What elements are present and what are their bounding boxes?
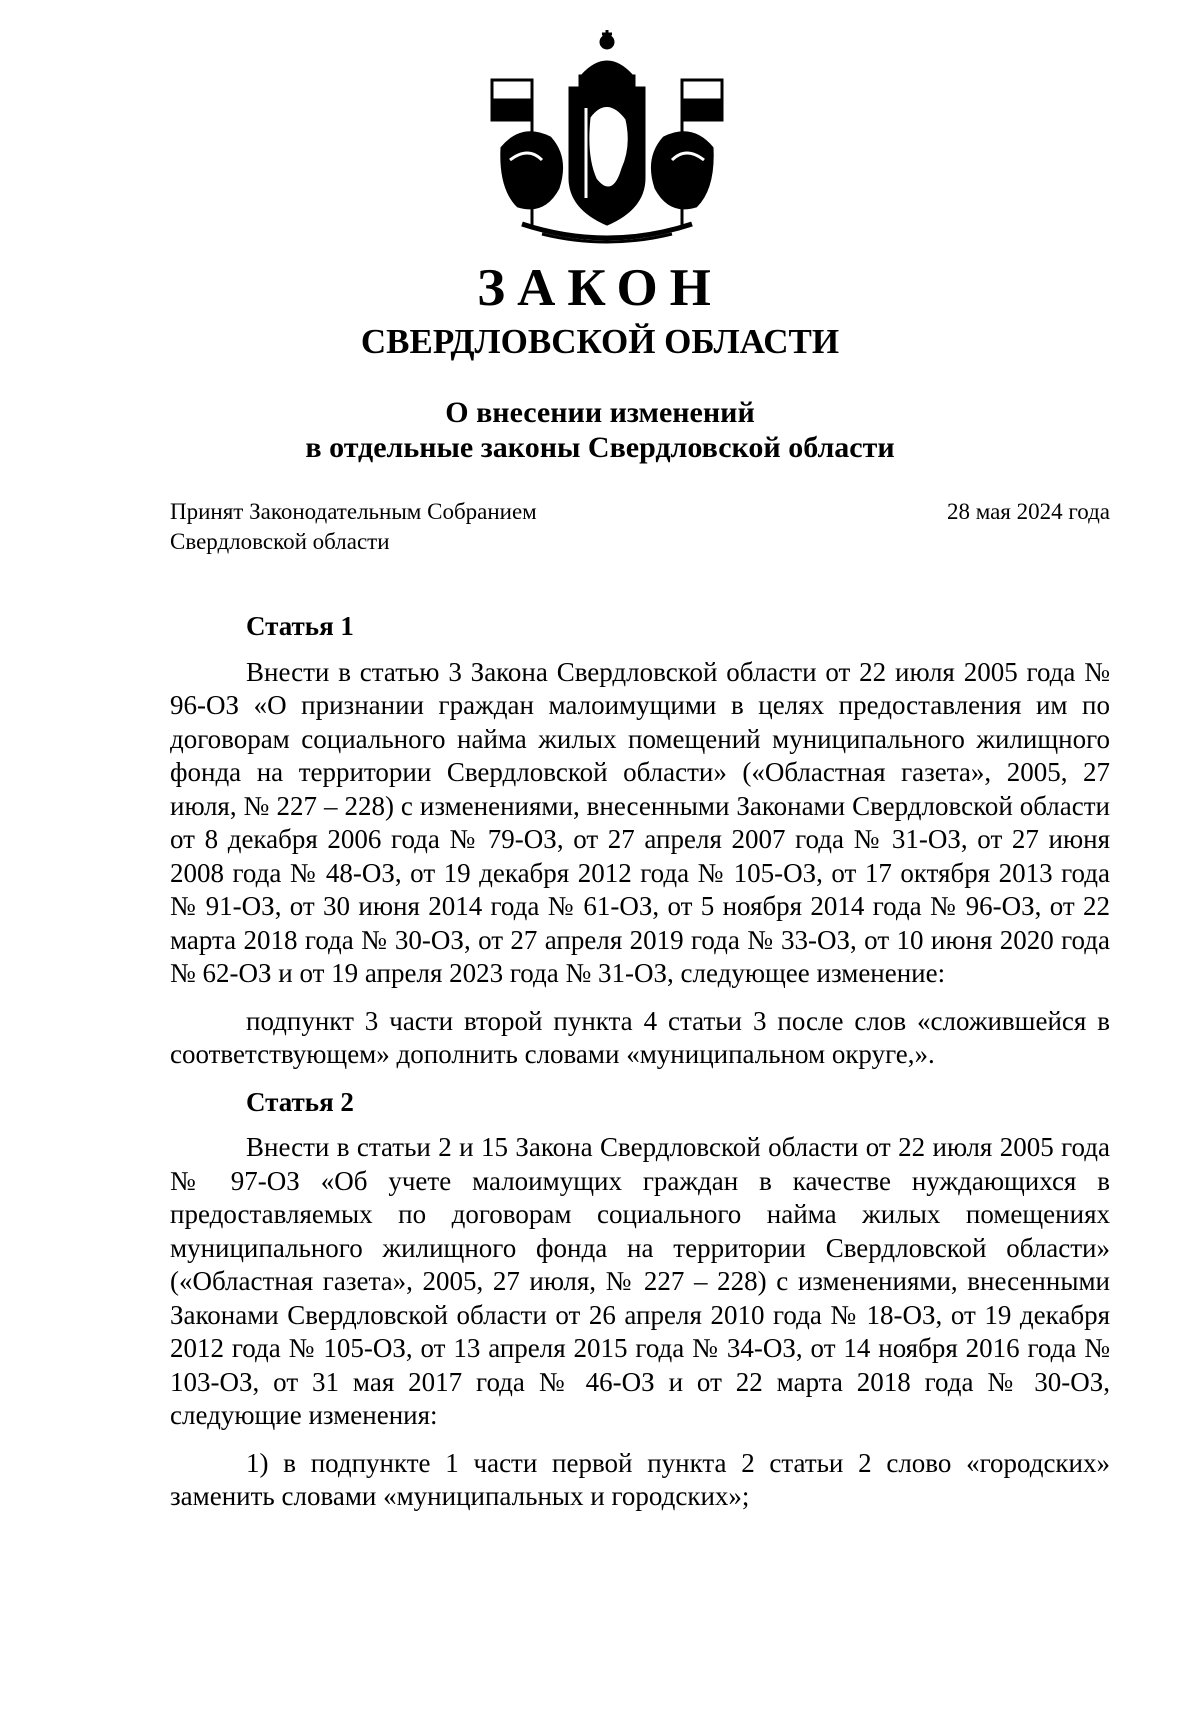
document-type-title: ЗАКОН — [477, 259, 723, 317]
article-1-paragraph-2: подпункт 3 части второй пункта 4 статьи 3 после слов «сложившейся в соответствующем» дополнить словами «муниципальном округе,». — [170, 1005, 1110, 1069]
article-2-paragraph-1: Внести в статьи 2 и 15 Закона Свердловской области от 22 июля 2005 года № 97-ОЗ «Об учете малоимущих граждан в качестве нуждающихся в предоставляемых по договорам социального найма жилых помещениях муниципального жилищного фонда на территории Свердловской области» («Областная газета», 2005, 27 июля, № 227 – 228) с изменениями, внесенными Законами Свердловской области от 26 апреля 2010 года № 18-ОЗ, от 19 декабря 2012 года № 105-ОЗ, от 13 апреля 2015 года № 34-ОЗ, от 14 ноября 2016 года № 103-ОЗ, от 31 мая 2017 года № 46-ОЗ и от 22 марта 2018 года № 30-ОЗ, следующие изменения: — [170, 1132, 1110, 1430]
article-1-paragraph-1: Внести в статью 3 Закона Свердловской области от 22 июля 2005 года № 96-ОЗ «О признании граждан малоимущими в целях предоставления им по договорам социального найма жилых помещений муниципального жилищного фонда на территории Свердловской области» («Областная газета», 2005, 27 июля, № 227 – 228) с изменениями, внесенными Законами Свердловской области от 8 декабря 2006 года № 79-ОЗ, от 27 апреля 2007 года № 31-ОЗ, от 27 июня 2008 года № 48-ОЗ, от 19 декабря 2012 года № 105-ОЗ, от 17 октября 2013 года № 91-ОЗ, от 30 июня 2014 года № 61-ОЗ, от 5 ноября 2014 года № 96-ОЗ, от 22 марта 2018 года № 30-ОЗ, от 27 апреля 2019 года № 33-ОЗ, от 10 июня 2020 года № 62-ОЗ и от 19 апреля 2023 года № 31-ОЗ, следующее изменение: — [170, 656, 1110, 988]
adoption-date: 28 мая 2024 года — [946, 499, 1110, 524]
coat-of-arms-icon — [472, 28, 742, 252]
article-1-heading: Статья 1 — [246, 611, 354, 641]
adoption-body — [170, 497, 537, 557]
law-subject-line-1: О внесении изменений — [445, 396, 755, 429]
adoption-line-1: Принят Законодательным Собранием — [170, 499, 537, 524]
law-body — [170, 610, 1110, 1528]
adoption-line-2: Свердловской области — [170, 529, 390, 554]
law-subject-line-2: в отдельные законы Свердловской области — [305, 431, 895, 464]
article-2-heading: Статья 2 — [246, 1086, 354, 1117]
region-title: СВЕРДЛОВСКОЙ ОБЛАСТИ — [360, 322, 840, 361]
article-2-paragraph-2: 1) в подпункте 1 части первой пункта 2 статьи 2 слово «городских» заменить словами «муниципальных и городских»; — [170, 1447, 1110, 1511]
